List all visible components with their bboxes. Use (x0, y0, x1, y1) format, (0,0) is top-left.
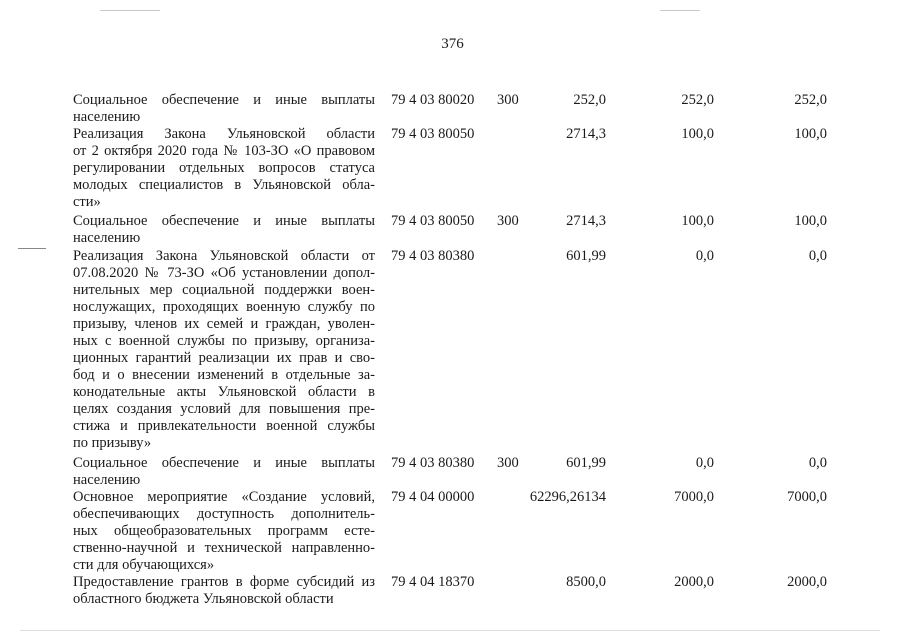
row-description (73, 92, 375, 126)
scan-artifact-top-right (660, 10, 700, 11)
amount-col-1: 2714,3 (566, 126, 606, 142)
row-description (73, 213, 375, 247)
amount-col-1: 8500,0 (566, 574, 606, 590)
budget-code: 79 4 03 80050 (391, 213, 475, 229)
description-line: нослужащих, проходящих военную службу по (73, 299, 375, 315)
scan-artifact-left (18, 248, 46, 249)
description-line: по призыву» (73, 435, 152, 451)
description-line: Социальное обеспечение и иные выплаты (73, 213, 375, 229)
amount-col-1: 62296,26134 (529, 489, 606, 505)
amount-col-2: 100,0 (681, 126, 714, 142)
amount-col-2: 0,0 (695, 248, 714, 264)
description-line: населению (73, 230, 141, 246)
scan-artifact-top (100, 10, 160, 11)
description-line: стижа и привлекательности военной службы (73, 418, 375, 434)
amount-col-3: 100,0 (794, 126, 827, 142)
description-line: Социальное обеспечение и иные выплаты (73, 92, 375, 108)
description-line: ственно-научной и технической направленно- (73, 540, 375, 556)
description-line: населению (73, 472, 141, 488)
description-line: Реализация Закона Ульяновской области от (73, 248, 375, 264)
description-line: ных общеобразовательных программ есте- (73, 523, 375, 539)
expense-type: 300 (497, 92, 519, 108)
row-description (73, 248, 375, 452)
description-line: конодательные акты Ульяновской области в (73, 384, 375, 400)
description-line: нительных мер социальной поддержки воен- (73, 282, 375, 298)
amount-col-1: 601,99 (566, 455, 606, 471)
amount-col-3: 2000,0 (787, 574, 827, 590)
amount-col-2: 2000,0 (674, 574, 714, 590)
description-line: сти для обучающихся» (73, 557, 215, 573)
expense-type: 300 (497, 455, 519, 471)
amount-col-2: 100,0 (681, 213, 714, 229)
description-line: Реализация Закона Ульяновской области (73, 126, 375, 142)
budget-code: 79 4 03 80380 (391, 248, 475, 264)
budget-code: 79 4 04 18370 (391, 574, 475, 590)
amount-col-2: 7000,0 (674, 489, 714, 505)
description-line: Основное мероприятие «Создание условий, (73, 489, 375, 505)
budget-code: 79 4 03 80050 (391, 126, 475, 142)
description-line: бод и о внесении изменений в отдельные за- (73, 367, 375, 383)
budget-code: 79 4 03 80020 (391, 92, 475, 108)
row-description (73, 574, 375, 608)
description-line: Социальное обеспечение и иные выплаты (73, 455, 375, 471)
description-line: регулировании отдельных вопросов статуса (73, 160, 375, 176)
description-line: Предоставление грантов в форме субсидий из (73, 574, 375, 590)
amount-col-3: 7000,0 (787, 489, 827, 505)
description-line: сти» (73, 194, 101, 210)
description-line: 07.08.2020 № 73-ЗО «Об установлении допол- (73, 265, 375, 281)
row-description (73, 489, 375, 574)
description-line: молодых специалистов в Ульяновской обла- (73, 177, 375, 193)
amount-col-3: 252,0 (794, 92, 827, 108)
amount-col-2: 252,0 (681, 92, 714, 108)
description-line: призыву, членов их семей и граждан, уволен- (73, 316, 375, 332)
page-number: 376 (441, 36, 464, 52)
row-description (73, 455, 375, 489)
amount-col-3: 0,0 (808, 455, 827, 471)
expense-type: 300 (497, 213, 519, 229)
budget-code: 79 4 04 00000 (391, 489, 475, 505)
description-line: целях создания условий для повышения пре- (73, 401, 375, 417)
description-line: от 2 октября 2020 года № 103-ЗО «О правовом (73, 143, 375, 159)
amount-col-3: 0,0 (808, 248, 827, 264)
description-line: ционных гарантий реализации их прав и сво- (73, 350, 375, 366)
amount-col-1: 2714,3 (566, 213, 606, 229)
description-line: ных с военной службы по призыву, организа- (73, 333, 375, 349)
amount-col-1: 252,0 (573, 92, 606, 108)
description-line: областного бюджета Ульяновской области (73, 591, 334, 607)
description-line: населению (73, 109, 141, 125)
amount-col-2: 0,0 (695, 455, 714, 471)
budget-code: 79 4 03 80380 (391, 455, 475, 471)
amount-col-3: 100,0 (794, 213, 827, 229)
row-description (73, 126, 375, 211)
scan-artifact-bottom (20, 630, 880, 631)
amount-col-1: 601,99 (566, 248, 606, 264)
description-line: обеспечивающих доступность дополнитель- (73, 506, 375, 522)
